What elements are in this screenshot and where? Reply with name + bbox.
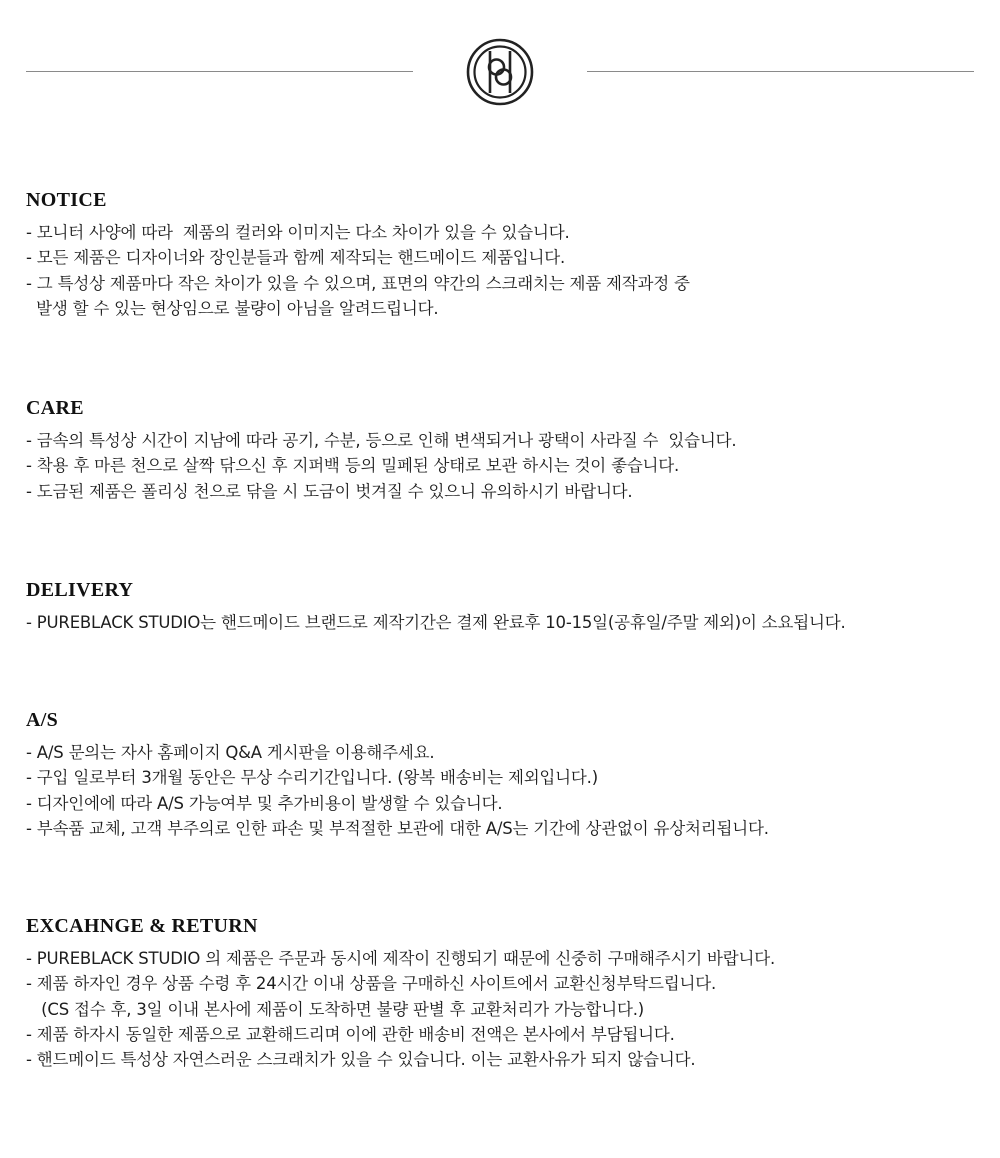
notice-section <box>26 186 986 321</box>
exchange-return-line: - 제품 하자시 동일한 제품으로 교환해드리며 이에 관한 배송비 전액은 본사에서 부담됩니다. <box>26 1024 675 1044</box>
notice-title: NOTICE <box>26 189 107 211</box>
exchange-return-line: - 제품 하자인 경우 상품 수령 후 24시간 이내 상품을 구매하신 사이트에서 교환신청부탁드립니다. <box>26 974 717 994</box>
care-list <box>26 428 986 504</box>
as-line: - 디자인에에 따라 A/S 가능여부 및 추가비용이 발생할 수 있습니다. <box>26 793 503 813</box>
care-line: - 도금된 제품은 폴리싱 천으로 닦을 시 도금이 벗겨질 수 있으니 유의하시기 바랍니다. <box>26 481 633 501</box>
exchange-return-line: (CS 접수 후, 3일 이내 본사에 제품이 도착하면 불량 판별 후 교환처리가 가능합니다.) <box>26 999 645 1019</box>
as-title: A/S <box>26 709 59 731</box>
notice-line: 발생 할 수 있는 현상임으로 불량이 아님을 알려드립니다. <box>26 298 439 318</box>
as-line: - A/S 문의는 자사 홈페이지 Q&A 게시판을 이용해주세요. <box>26 743 435 762</box>
exchange-return-line: - PUREBLACK STUDIO 의 제품은 주문과 동시에 제작이 진행되기 때문에 신중히 구매해주시기 바랍니다. <box>26 949 776 968</box>
exchange-return-line: - 핸드메이드 특성상 자연스러운 스크래치가 있을 수 있습니다. 이는 교환사유가 되지 않습니다. <box>26 1050 696 1070</box>
brand-logo-icon <box>465 37 535 107</box>
delivery-line: - PUREBLACK STUDIO는 핸드메이드 브랜드로 제작기간은 결제 완료후 10-15일(공휴일/주말 제외)이 소요됩니다. <box>26 613 846 632</box>
notice-line: - 모니터 사양에 따라 제품의 컬러와 이미지는 다소 차이가 있을 수 있습니다. <box>26 223 570 242</box>
care-section <box>26 394 986 504</box>
notice-list <box>26 220 986 321</box>
as-list <box>26 740 986 841</box>
care-line: - 금속의 특성상 시간이 지남에 따라 공기, 수분, 등으로 인해 변색되거나 광택이 사라질 수 있습니다. <box>26 431 737 450</box>
as-section <box>26 706 986 841</box>
as-line: - 구입 일로부터 3개월 동안은 무상 수리기간입니다. (왕복 배송비는 제외입니다.) <box>26 768 598 788</box>
delivery-list <box>26 610 986 635</box>
header-divider-right <box>587 71 974 72</box>
exchange-return-section <box>26 912 986 1072</box>
exchange-return-title: EXCAHNGE & RETURN <box>26 915 258 937</box>
exchange-return-list <box>26 946 986 1072</box>
header-divider-left <box>26 71 413 72</box>
as-line: - 부속품 교체, 고객 부주의로 인한 파손 및 부적절한 보관에 대한 A/S는 기간에 상관없이 유상처리됩니다. <box>26 818 769 838</box>
header <box>0 30 1000 114</box>
delivery-title: DELIVERY <box>26 579 134 601</box>
care-title: CARE <box>26 397 84 419</box>
delivery-section <box>26 576 986 635</box>
brand-logo <box>465 37 535 107</box>
notice-line: - 그 특성상 제품마다 작은 차이가 있을 수 있으며, 표면의 약간의 스크래치는 제품 제작과정 중 <box>26 273 690 293</box>
care-line: - 착용 후 마른 천으로 살짝 닦으신 후 지퍼백 등의 밀페된 상태로 보관 하시는 것이 좋습니다. <box>26 456 680 476</box>
notice-line: - 모든 제품은 디자이너와 장인분들과 함께 제작되는 핸드메이드 제품입니다. <box>26 248 566 268</box>
